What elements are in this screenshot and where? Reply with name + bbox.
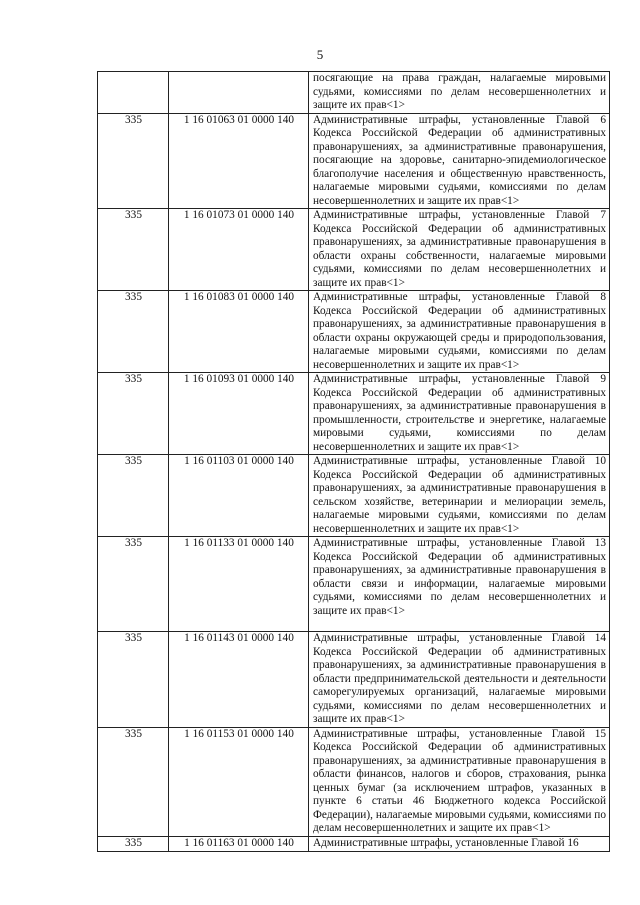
budget-code-cell: 1 16 01163 01 0000 140 [169, 836, 309, 851]
table-row [98, 209, 610, 291]
admin-code-cell: 335 [98, 455, 169, 537]
admin-code-cell: 335 [98, 727, 169, 836]
admin-code-cell: 335 [98, 836, 169, 851]
budget-code-cell: 1 16 01093 01 0000 140 [169, 373, 309, 455]
admin-code-cell [98, 72, 169, 114]
budget-code-cell: 1 16 01103 01 0000 140 [169, 455, 309, 537]
revenue-codes-table [97, 71, 610, 852]
description-cell: Административные штрафы, установленные Главой 16 [309, 836, 610, 851]
admin-code-cell: 335 [98, 209, 169, 291]
description-cell: Административные штрафы, установленные Главой 9 Кодекса Российской Федерации об административных правонарушениях, за административные правонарушения в промышленности, строительстве и энергетике, налагаемые мировыми судьями, комиссиями по делам несовершеннолетних и защите их прав<1> [309, 373, 610, 455]
budget-code-cell: 1 16 01063 01 0000 140 [169, 113, 309, 209]
description-cell: Административные штрафы, установленные Главой 15 Кодекса Российской Федерации об административных правонарушениях, за административные правонарушения в области финансов, налогов и сборов, страхования, рынка ценных бумаг (за исключением штрафов, указанных в пункте 6 статьи 46 Бюджетного кодекса Российской Федерации), налагаемые мировыми судьями, комиссиями по делам несовершеннолетних и защите их прав<1> [309, 727, 610, 836]
table-row [98, 632, 610, 728]
table-row [98, 727, 610, 836]
table-row [98, 113, 610, 209]
page-number: 5 [316, 47, 324, 62]
description-cell: Административные штрафы, установленные Главой 13 Кодекса Российской Федерации об административных правонарушениях, за административные правонарушения в области связи и информации, налагаемые мировыми судьями, комиссиями по делам несовершеннолетних и защите их прав<1> [309, 537, 610, 632]
description-cell: посягающие на права граждан, налагаемые мировыми судьями, комиссиями по делам несовершеннолетних и защите их прав<1> [309, 72, 610, 114]
admin-code-cell: 335 [98, 113, 169, 209]
admin-code-cell: 335 [98, 291, 169, 373]
table-row [98, 373, 610, 455]
description-cell: Административные штрафы, установленные Главой 6 Кодекса Российской Федерации об административных правонарушениях, за административные правонарушения, посягающие на здоровье, санитарно-эпидемиологическое благополучие населения и общественную нравственность, налагаемые мировыми судьями, комиссиями по делам несовершеннолетних и защите их прав<1> [309, 113, 610, 209]
table-row [98, 836, 610, 851]
budget-code-cell: 1 16 01153 01 0000 140 [169, 727, 309, 836]
budget-code-cell: 1 16 01133 01 0000 140 [169, 537, 309, 632]
budget-code-cell: 1 16 01073 01 0000 140 [169, 209, 309, 291]
table-row [98, 72, 610, 114]
admin-code-cell: 335 [98, 373, 169, 455]
admin-code-cell: 335 [98, 537, 169, 632]
description-cell: Административные штрафы, установленные Главой 14 Кодекса Российской Федерации об административных правонарушениях, за административные правонарушения в области предпринимательской деятельности и деятельности саморегулируемых организаций, налагаемые мировыми судьями, комиссиями по делам несовершеннолетних и защите их прав<1> [309, 632, 610, 728]
budget-code-cell: 1 16 01143 01 0000 140 [169, 632, 309, 728]
table-row [98, 455, 610, 537]
description-cell: Административные штрафы, установленные Главой 10 Кодекса Российской Федерации об административных правонарушениях, за административные правонарушения в сельском хозяйстве, ветеринарии и мелиорации земель, налагаемые мировыми судьями, комиссиями по делам несовершеннолетних и защите их прав<1> [309, 455, 610, 537]
admin-code-cell: 335 [98, 632, 169, 728]
table-row [98, 291, 610, 373]
table-row [98, 537, 610, 632]
budget-code-cell [169, 72, 309, 114]
description-cell: Административные штрафы, установленные Главой 8 Кодекса Российской Федерации об административных правонарушениях, за административные правонарушения в области охраны окружающей среды и природопользования, налагаемые мировыми судьями, комиссиями по делам несовершеннолетних и защите их прав<1> [309, 291, 610, 373]
description-cell: Административные штрафы, установленные Главой 7 Кодекса Российской Федерации об административных правонарушениях, за административные правонарушения в области охраны собственности, налагаемые мировыми судьями, комиссиями по делам несовершеннолетних и защите их прав<1> [309, 209, 610, 291]
budget-code-cell: 1 16 01083 01 0000 140 [169, 291, 309, 373]
